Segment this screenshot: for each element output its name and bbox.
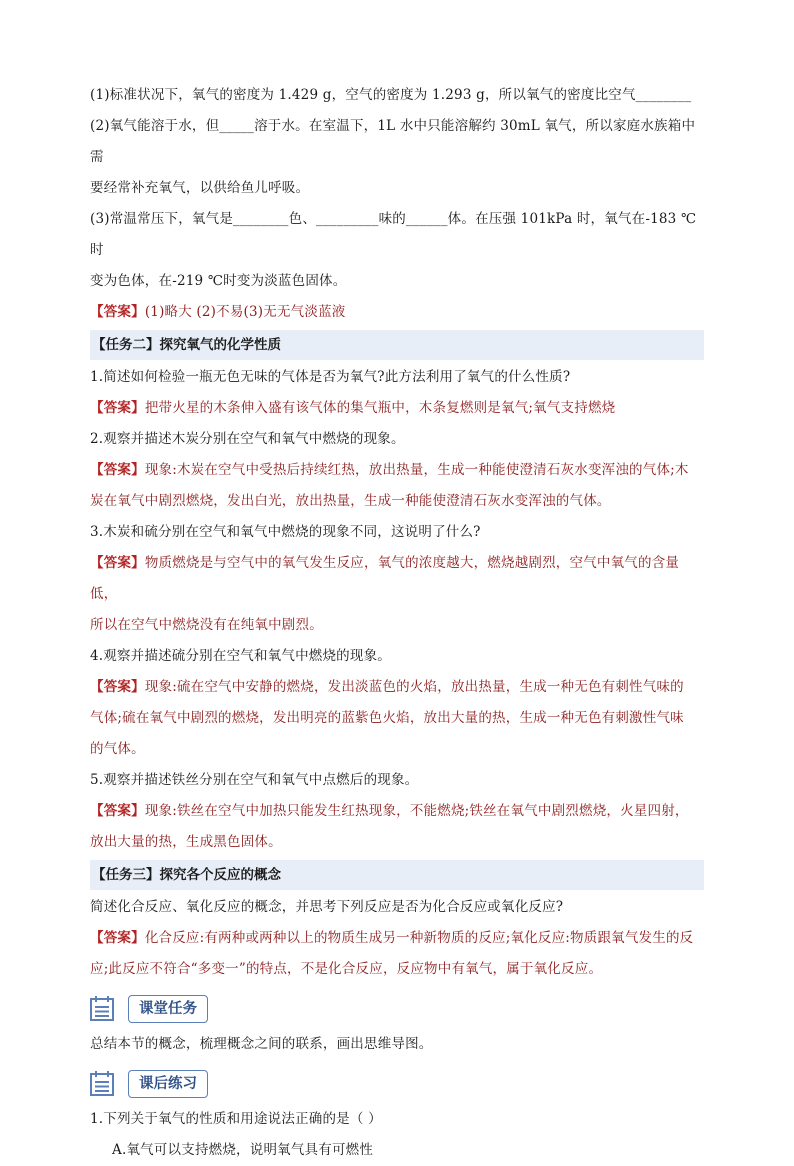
answer-text: 现象:铁丝在空气中加热只能发生红热现象，不能燃烧;铁丝在氧气中剧烈燃烧，火星四射，	[144, 803, 689, 819]
answer-text: 物质燃烧是与空气中的氧气发生反应，氧气的浓度越大，燃烧越剧烈，空气中氧气的含量低，	[90, 555, 680, 602]
question-line: (3)常温常压下，氧气是________色、_________味的______体。在压强 101kPa 时，氧气在-183 ℃时	[90, 211, 697, 258]
answer-line: 气体;硫在氧气中剧烈的燃烧，发出明亮的蓝紫色火焰，放出大量的热，生成一种无色有刺激性气味	[90, 710, 684, 726]
answer-line	[90, 796, 704, 827]
question-line: (1)标准状况下，氧气的密度为 1.429 g，空气的密度为 1.293 g，所以氧气的密度比空气________	[90, 87, 692, 103]
classwork-badge: 课堂任务	[128, 995, 208, 1023]
question-line: 2.观察并描述木炭分别在空气和氧气中燃烧的现象。	[90, 431, 405, 447]
answer-text: 把带火星的木条伸入盛有该气体的集气瓶中，木条复燃则是氧气;氧气支持燃烧	[144, 400, 616, 416]
answer-line: 所以在空气中燃烧没有在纯氧中剧烈。	[90, 617, 323, 633]
answer-line	[90, 672, 704, 703]
answer-text: 现象:硫在空气中安静的燃烧，发出淡蓝色的火焰，放出热量，生成一种无色有刺性气味的	[144, 679, 684, 695]
answer-line	[90, 393, 704, 424]
answer-text: 化合反应:有两种或两种以上的物质生成另一种新物质的反应;氧化反应:物质跟氧气发生的反	[144, 930, 694, 946]
exercise-option-a: A.氧气可以支持燃烧，说明氧气具有可燃性	[112, 1142, 374, 1158]
document-content	[90, 80, 704, 1166]
section-header-task3: 【任务三】探究各个反应的概念	[90, 860, 704, 890]
list-icon	[90, 1071, 114, 1097]
answer-text: (1)略大 (2)不易(3)无无气淡蓝液	[144, 304, 346, 320]
answer-line	[90, 923, 704, 954]
answer-line	[90, 297, 704, 328]
answer-tag: 【答案】	[90, 400, 145, 416]
answer-line	[90, 455, 704, 486]
list-icon	[90, 996, 114, 1022]
answer-tag: 【答案】	[90, 803, 145, 819]
exercise-question: 1.下列关于氧气的性质和用途说法正确的是（ ）	[90, 1111, 382, 1127]
answer-tag: 【答案】	[90, 555, 145, 571]
answer-line: 的气体。	[90, 741, 145, 757]
answer-line: 炭在氧气中剧烈燃烧，发出白光，放出热量，生成一种能使澄清石灰水变浑浊的气体。	[90, 493, 611, 509]
classwork-heading	[90, 991, 704, 1027]
question-line: 变为色体，在-219 ℃时变为淡蓝色固体。	[90, 273, 347, 289]
answer-tag: 【答案】	[90, 679, 145, 695]
answer-line: 放出大量的热，生成黑色固体。	[90, 834, 282, 850]
section-header-task2: 【任务二】探究氧气的化学性质	[90, 330, 704, 360]
question-line: 简述化合反应、氧化反应的概念，并思考下列反应是否为化合反应或氧化反应?	[90, 899, 564, 915]
question-line: 4.观察并描述硫分别在空气和氧气中燃烧的现象。	[90, 648, 391, 664]
answer-tag: 【答案】	[90, 304, 145, 320]
classwork-text: 总结本节的概念，梳理概念之间的联系，画出思维导图。	[90, 1036, 433, 1052]
question-line: 3.木炭和硫分别在空气和氧气中燃烧的现象不同，这说明了什么?	[90, 524, 481, 540]
question-line: 5.观察并描述铁丝分别在空气和氧气中点燃后的现象。	[90, 772, 419, 788]
answer-tag: 【答案】	[90, 930, 145, 946]
answer-tag: 【答案】	[90, 462, 145, 478]
answer-line: 应;此反应不符合“多变一”的特点，不是化合反应，反应物中有氧气，属于氧化反应。	[90, 961, 603, 977]
question-line: (2)氧气能溶于水，但_____溶于水。在室温下，1L 水中只能溶解约 30mL 氧气，所以家庭水族箱中需	[90, 118, 696, 165]
answer-text: 现象:木炭在空气中受热后持续红热，放出热量，生成一种能使澄清石灰水变浑浊的气体;木	[144, 462, 689, 478]
homework-badge: 课后练习	[128, 1070, 208, 1098]
homework-heading	[90, 1066, 704, 1102]
question-line: 要经常补充氧气，以供给鱼儿呼吸。	[90, 180, 310, 196]
answer-line	[90, 548, 704, 610]
question-line: 1.简述如何检验一瓶无色无味的气体是否为氧气?此方法利用了氧气的什么性质?	[90, 369, 571, 385]
